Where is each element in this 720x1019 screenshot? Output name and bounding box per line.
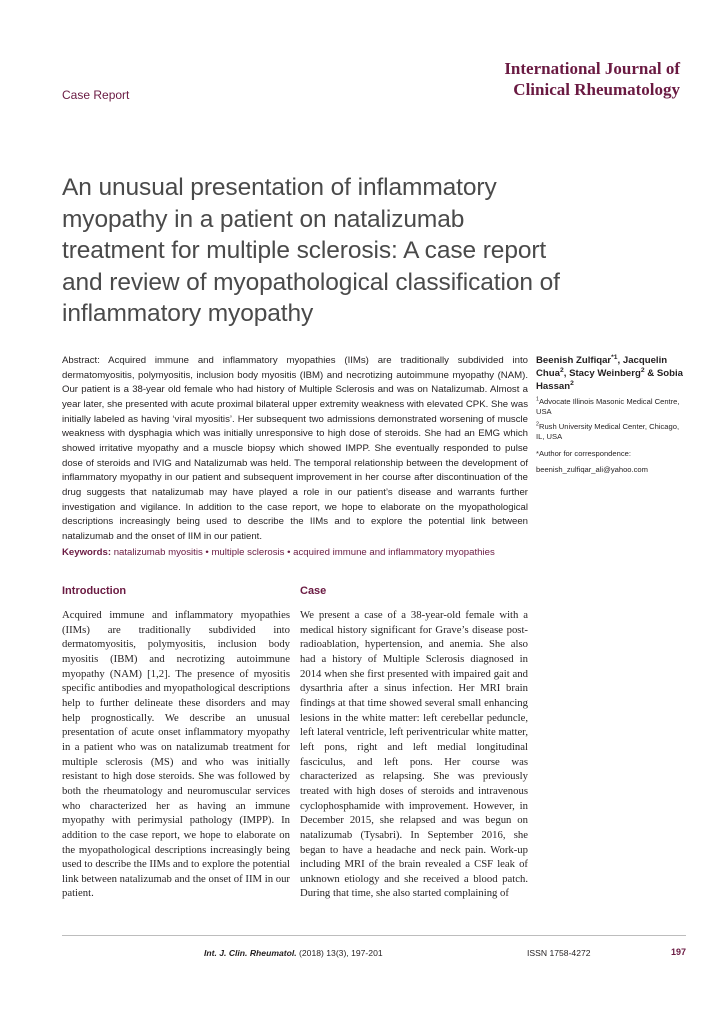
case-heading: Case bbox=[300, 585, 327, 597]
author-sup: 2 bbox=[640, 366, 645, 374]
journal-name-line1: International Journal of bbox=[504, 59, 680, 78]
introduction-section bbox=[62, 584, 290, 901]
affiliation-1 bbox=[536, 397, 686, 417]
introduction-heading: Introduction bbox=[62, 585, 127, 597]
article-title: An unusual presentation of inflammatory myopathy in a patient on natalizumab treatment for multiple sclerosis: A case report and review of myopathological classification of inflammatory myopathy bbox=[62, 174, 560, 327]
author-name: , Jacquelin Chua bbox=[536, 355, 668, 379]
footer-citation bbox=[204, 948, 383, 958]
correspondence-label: *Author for correspondence: bbox=[536, 449, 631, 458]
keywords-text: natalizumab myositis • multiple sclerosis • acquired immune and inflammatory myopathies bbox=[111, 547, 495, 558]
author-name: , Stacy Weinberg bbox=[563, 368, 641, 379]
footer-citation-text: (2018) 13(3), 197-201 bbox=[296, 948, 383, 958]
case-body: We present a case of a 38-year-old female with a medical history significant for Grave’s disease post-radioablation, hypertension, and anemia. She also had a history of Multiple Sclerosis diagnosed in 2014 when she first presented with impaired gait and dysarthria after a sinus infection. Her MRI brain findings at that time showed several small enhancing lesions in the white matter: left cerebellar peduncle, left lateral ventricle, left periventricular white matter, left pons, right and left medial longitudinal fasciculus, and left pons. Her course was characterized as relapsing. She was previously treated with high doses of steroids and intravenous cyclophosphamide with improvement. However, in December 2015, she relapsed and was begun on natalizumab (Tysabri). In September 2016, she began to have a headache and neck pain. Work-up including MRI of the brain revealed a CSF leak of unknown etiology and she received a blood patch. During that time, she also started complaining of bbox=[300, 609, 528, 900]
affiliation-text: Advocate Illinois Masonic Medical Centre, USA bbox=[536, 397, 680, 416]
author-name: Beenish Zulfiqar bbox=[536, 355, 612, 366]
author-box bbox=[536, 354, 686, 475]
author-sup: 2 bbox=[570, 379, 574, 387]
author-list bbox=[536, 354, 686, 393]
journal-name-line2: Clinical Rheumatology bbox=[513, 80, 680, 99]
introduction-body: Acquired immune and inflammatory myopathies (IIMs) are traditionally subdivided into dermatomyositis, polymyositis, inclusion body myositis (IBM) and necrotizing autoimmune myopathy (NAM) [1,2]. The presence of myositis specific antibodies and myopathological descriptions help to further delineate these disorders and may help prognostically. We describe an unusual presentation of acute onset inflammatory myopathy in a patient who was on natalizumab treatment for multiple sclerosis (MS) and who was initially resistant to high dose steroids. She was followed by both the rheumatology and neuromuscular services who characterized her as having an immune myopathy with perimysial pathology (IMPP). In addition to the case report, we hope to elaborate on the myopathological descriptions increasingly being used to describe the IIMs and to explore the potential link between natalizumab and the onset of IIM in our patient. bbox=[62, 609, 290, 900]
abstract: Abstract: Acquired immune and inflammatory myopathies (IIMs) are traditionally subdivided into dermatomyositis, polymyositis, inclusion body myositis (IBM) and necrotizing autoimmune myopathy (NAM). Our patient is a 38-year old female who had history of Multiple Sclerosis and was on Natalizumab. Almost a year later, she presented with acute proximal bilateral upper extremity weakness with elevated CPK. She was initially labeled as having ‘viral myositis’. Her subsequent two admissions demonstrated worsening of muscle weakness with dysphagia which was initially unresponsive to high dose of steroids. She had an EMG which showed irritative myopathy and a muscle biopsy which showed IMPP. She eventually responded to pulse dose of steroids and IVIG and Natalizumab was held. The temporal relationship between the development of inflammatory myopathy in our patient and subsequent improvement in her course after discontinuation of the drug suggests that natalizumab may have played a role in our patient’s disease and warrants further investigation and vigilance. In addition to the case report, we hope to elaborate on the myopathological descriptions increasingly being used to describe the IIMs and to explore the potential link between natalizumab and the onset of IIM in our patient. bbox=[62, 355, 528, 542]
keywords-label: Keywords: bbox=[62, 547, 112, 558]
case-section bbox=[300, 584, 528, 901]
article-type: Case Report bbox=[62, 88, 130, 102]
correspondence-email[interactable]: beenish_zulfiqar_ali@yahoo.com bbox=[536, 465, 648, 474]
journal-name bbox=[420, 58, 680, 100]
author-sup: 2 bbox=[559, 366, 564, 374]
footer-divider bbox=[62, 935, 686, 936]
page-number: 197 bbox=[670, 947, 686, 957]
author-sup: *1 bbox=[611, 353, 618, 361]
affiliation-2 bbox=[536, 422, 686, 442]
affiliation-text: Rush University Medical Center, Chicago, IL, USA bbox=[536, 422, 680, 441]
keywords bbox=[62, 546, 662, 560]
affiliation-sup: 1 bbox=[536, 396, 539, 403]
footer-issn: ISSN 1758-4272 bbox=[527, 948, 591, 958]
footer-journal-abbr: Int. J. Clin. Rheumatol. bbox=[204, 948, 297, 958]
affiliation-sup: 2 bbox=[536, 421, 539, 428]
author-name: & Sobia Hassan bbox=[536, 368, 684, 392]
